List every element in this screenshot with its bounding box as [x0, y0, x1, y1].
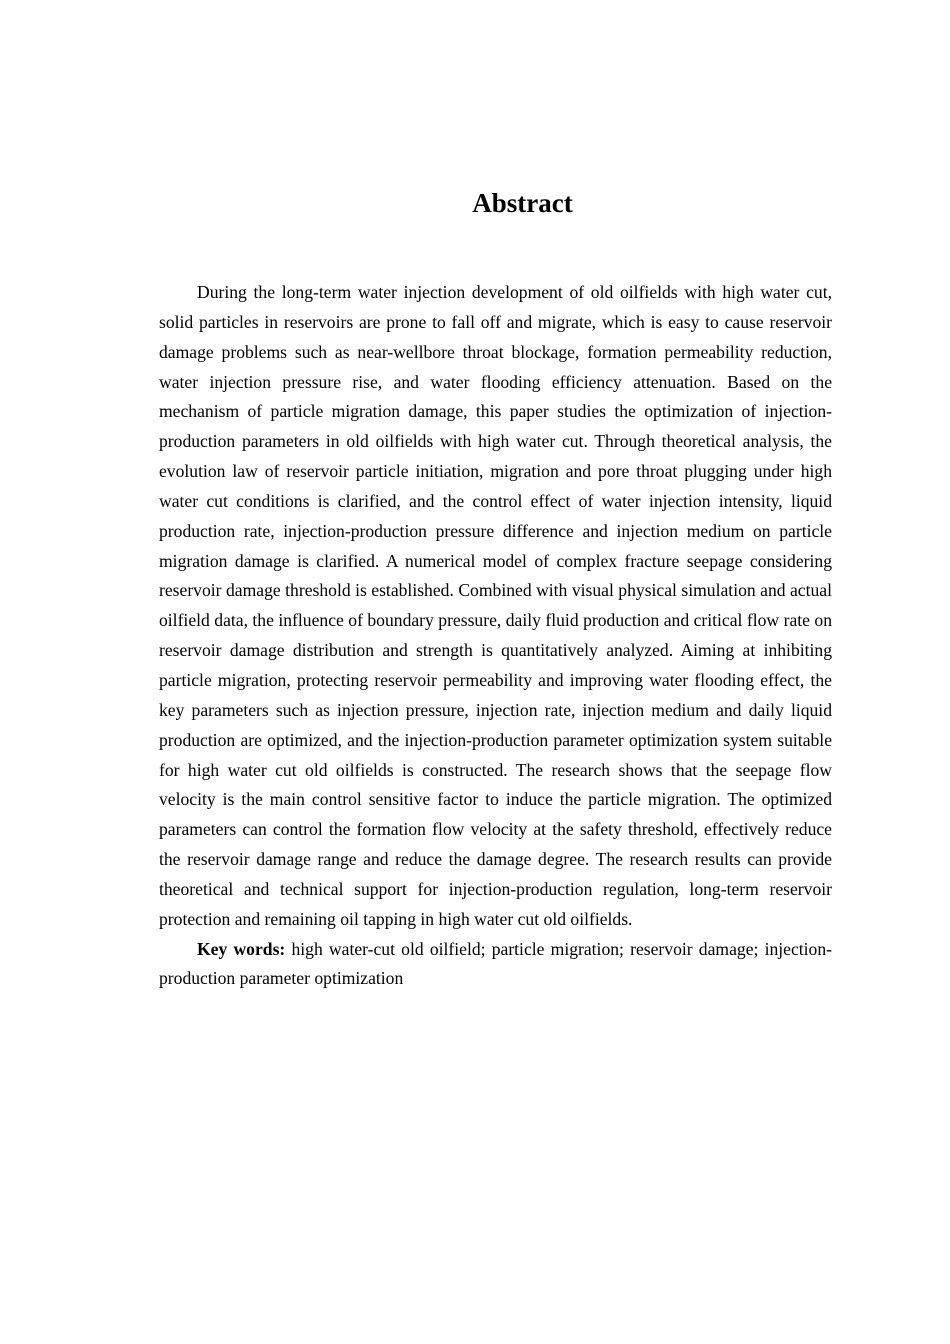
abstract-paragraph: During the long-term water injection development of old oilfields with high water cut, solid particles in reservoirs are prone to fall off and migrate, which is easy to cause reservoir damage problems such as near-wellbore throat blockage, formation permeability reduction, water injection pressure rise, and water flooding efficiency attenuation. Based on the mechanism of particle migration damage, this paper studies the optimization of injection-production parameters in old oilfields with high water cut. Through theoretical analysis, the evolution law of reservoir particle initiation, migration and pore throat plugging under high water cut conditions is clarified, and the control effect of water injection intensity, liquid production rate, injection-production pressure difference and injection medium on particle migration damage is clarified. A numerical model of complex fracture seepage considering reservoir damage threshold is established. Combined with visual physical simulation and actual oilfield data, the influence of boundary pressure, daily fluid production and critical flow rate on reservoir damage distribution and strength is quantitatively analyzed. Aiming at inhibiting particle migration, protecting reservoir permeability and improving water flooding effect, the key parameters such as injection pressure, injection rate, injection medium and daily liquid production are optimized, and the injection-production parameter optimization system suitable for high water cut old oilfields is constructed. The research shows that the seepage flow velocity is the main control sensitive factor to induce the particle migration. The optimized parameters can control the formation flow velocity at the safety threshold, effectively reduce the reservoir damage range and reduce the damage degree. The research results can provide theoretical and technical support for injection-production regulation, long-term reservoir protection and remaining oil tapping in high water cut old oilfields.	[159, 282, 832, 929]
abstract-body	[159, 278, 832, 994]
keywords-paragraph	[159, 935, 832, 995]
abstract-title: Abstract	[472, 188, 573, 218]
keywords-text: high water-cut old oilfield; particle migration; reservoir damage; injection-production parameter optimization	[159, 938, 832, 989]
keywords-label: Key words:	[197, 938, 286, 959]
